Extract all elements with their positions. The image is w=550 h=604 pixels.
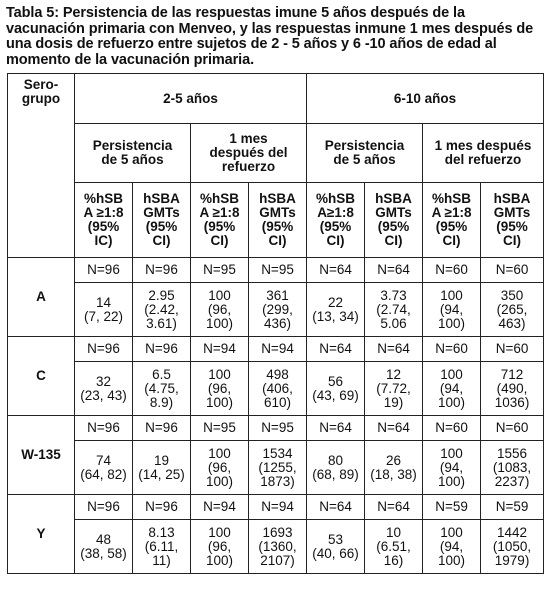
n-cell: N=94 [249,337,307,362]
serogroup-label: C [8,337,75,416]
n-cell: N=96 [133,337,191,362]
value-cell: 498 (406, 610) [249,362,307,416]
value-cell: 100 (96, 100) [191,283,249,337]
value-cell: 100 (96, 100) [191,441,249,495]
n-cell: N=64 [365,416,423,441]
age-group-header: 2-5 años [75,74,307,124]
serogroup-label: Y [8,495,75,574]
n-cell: N=94 [191,337,249,362]
n-cell: N=96 [75,416,133,441]
value-cell: 100 (96, 100) [191,362,249,416]
table-row-values [8,362,544,416]
data-table [7,73,544,574]
age-group-header: 6-10 años [307,74,544,124]
measure-header: %hSB A≥1:8 (95% CI) [307,183,365,258]
n-cell: N=64 [307,495,365,520]
n-cell: N=60 [423,337,481,362]
value-cell: 22 (13, 34) [307,283,365,337]
value-cell: 74 (64, 82) [75,441,133,495]
n-cell: N=60 [423,416,481,441]
header-row-age [8,74,544,124]
value-cell: 53 (40, 66) [307,520,365,574]
value-cell: 1442 (1050, 1979) [481,520,544,574]
header-row-measure [8,183,544,258]
value-cell: 1693 (1360, 2107) [249,520,307,574]
n-cell: N=95 [191,416,249,441]
n-cell: N=60 [481,258,544,283]
n-cell: N=96 [75,258,133,283]
n-cell: N=95 [249,416,307,441]
measure-header: %hSB A ≥1:8 (95% CI) [423,183,481,258]
value-cell: 10 (6.51, 16) [365,520,423,574]
value-cell: 100 (94, 100) [423,520,481,574]
n-cell: N=59 [481,495,544,520]
value-cell: 32 (23, 43) [75,362,133,416]
table-caption: Tabla 5: Persistencia de las respuestas imune 5 años después de la vacunación primaria con Menveo, y las respuestas inmune 1 mes después de una dosis de refuerzo entre sujetos de 2 - 5 años y 6 -10 años de edad al momento de la vacunación primaria. [6,5,534,68]
n-cell: N=64 [365,258,423,283]
value-cell: 361 (299, 436) [249,283,307,337]
n-cell: N=96 [133,258,191,283]
n-cell: N=64 [365,495,423,520]
value-cell: 1556 (1083, 2237) [481,441,544,495]
measure-header: hSBA GMTs (95% CI) [133,183,191,258]
table-row-n [8,337,544,362]
value-cell: 19 (14, 25) [133,441,191,495]
table-row-n [8,416,544,441]
measure-header: %hSB A ≥1:8 (95% CI) [191,183,249,258]
value-cell: 350 (265, 463) [481,283,544,337]
value-cell: 2.95 (2.42, 3.61) [133,283,191,337]
value-cell: 3.73 (2.74, 5.06 [365,283,423,337]
value-cell: 6.5 (4.75, 8.9) [133,362,191,416]
value-cell: 48 (38, 58) [75,520,133,574]
n-cell: N=94 [191,495,249,520]
n-cell: N=64 [307,337,365,362]
value-cell: 100 (94, 100) [423,283,481,337]
value-cell: 712 (490, 1036) [481,362,544,416]
table-row-n [8,258,544,283]
value-cell: 80 (68, 89) [307,441,365,495]
value-cell: 100 (94, 100) [423,362,481,416]
n-cell: N=96 [75,495,133,520]
measure-header: hSBA GMTs (95% CI) [365,183,423,258]
n-cell: N=64 [307,258,365,283]
n-cell: N=96 [133,416,191,441]
n-cell: N=64 [365,337,423,362]
n-cell: N=60 [481,337,544,362]
value-cell: 26 (18, 38) [365,441,423,495]
measure-header: hSBA GMTs (95% CI) [481,183,544,258]
table-row-values [8,441,544,495]
header-row-timepoint [8,124,544,183]
table-row-values [8,283,544,337]
value-cell: 8.13 (6.11, 11) [133,520,191,574]
value-cell: 12 (7.72, 19) [365,362,423,416]
value-cell: 56 (43, 69) [307,362,365,416]
serogroup-label: A [8,258,75,337]
timepoint-header: Persistencia de 5 años [307,124,423,183]
timepoint-header: 1 mes después del refuerzo [191,124,307,183]
n-cell: N=60 [481,416,544,441]
measure-header: hSBA GMTs (95% CI) [249,183,307,258]
value-cell: 100 (94, 100) [423,441,481,495]
measure-header: %hSB A ≥1:8 (95% IC) [75,183,133,258]
table-row-n [8,495,544,520]
table-row-values [8,520,544,574]
n-cell: N=95 [249,258,307,283]
serogroup-label: W-135 [8,416,75,495]
n-cell: N=64 [307,416,365,441]
timepoint-header: 1 mes después del refuerzo [423,124,544,183]
n-cell: N=95 [191,258,249,283]
value-cell: 14 (7, 22) [75,283,133,337]
value-cell: 100 (96, 100) [191,520,249,574]
timepoint-header: Persistencia de 5 años [75,124,191,183]
value-cell: 1534 (1255, 1873) [249,441,307,495]
n-cell: N=94 [249,495,307,520]
n-cell: N=96 [133,495,191,520]
n-cell: N=60 [423,258,481,283]
serogroup-header: Sero- grupo [8,74,75,258]
n-cell: N=59 [423,495,481,520]
n-cell: N=96 [75,337,133,362]
